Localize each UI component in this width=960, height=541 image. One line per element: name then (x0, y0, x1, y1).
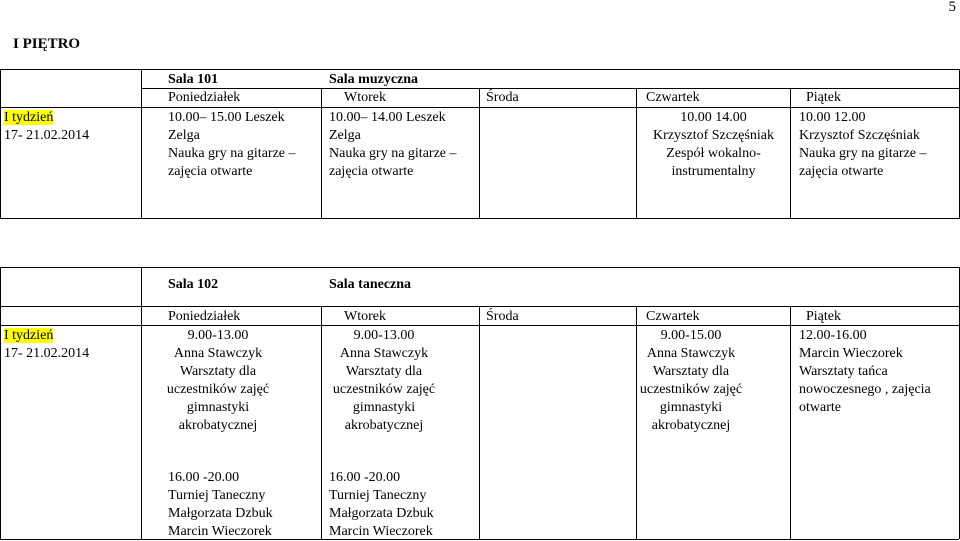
room-name: Sala taneczna (329, 277, 412, 292)
event-thursday: 10.00 14.00 Krzysztof Szczęśniak Zespół wokalno- instrumentalny (653, 110, 774, 179)
event-monday-evening: 16.00 -20.00 Turniej Taneczny Małgorzata Dzbuk Marcin Wieczorek (168, 470, 273, 539)
day-header-friday: Piątek (806, 309, 841, 324)
day-header-tuesday: Wtorek (344, 309, 386, 324)
day-header-friday: Piątek (806, 90, 841, 105)
event-monday: 9.00-13.00 Anna Stawczyk Warsztaty dla uczestników zajęć gimnastyki akrobatycznej (166, 328, 270, 433)
week-dates: 17- 21.02.2014 (4, 128, 90, 143)
event-friday: 10.00 12.00 Krzysztof Szczęśniak Nauka gry na gitarze – zajęcia otwarte (799, 110, 927, 179)
day-header-monday: Poniedziałek (168, 309, 241, 324)
page-number: 5 (948, 0, 956, 15)
day-header-thursday: Czwartek (646, 309, 700, 324)
event-monday: 10.00– 15.00 Leszek Zelga Nauka gry na gitarze – zajęcia otwarte (168, 110, 296, 179)
event-tuesday: 9.00-13.00 Anna Stawczyk Warsztaty dla uczestników zajęć gimnastyki akrobatycznej (332, 328, 436, 433)
room-number: Sala 101 (168, 72, 219, 87)
week-label: I tydzień (4, 328, 54, 343)
day-header-tuesday: Wtorek (344, 90, 386, 105)
room-number: Sala 102 (168, 277, 219, 292)
week-label: I tydzień (4, 110, 54, 125)
event-friday: 12.00-16.00 Marcin Wieczorek Warsztaty tańca nowoczesnego , zajęcia otwarte (799, 328, 931, 415)
event-tuesday-evening: 16.00 -20.00 Turniej Taneczny Małgorzata Dzbuk Marcin Wieczorek (329, 470, 434, 539)
floor-title: I PIĘTRO (13, 36, 81, 52)
event-tuesday: 10.00– 14.00 Leszek Zelga Nauka gry na gitarze – zajęcia otwarte (329, 110, 457, 179)
day-header-wednesday: Środa (486, 309, 519, 324)
day-header-wednesday: Środa (486, 90, 519, 105)
day-header-thursday: Czwartek (646, 90, 700, 105)
week-dates: 17- 21.02.2014 (4, 346, 90, 361)
event-thursday: 9.00-15.00 Anna Stawczyk Warsztaty dla uczestników zajęć gimnastyki akrobatycznej (639, 328, 743, 433)
day-header-monday: Poniedziałek (168, 90, 241, 105)
room-name: Sala muzyczna (329, 72, 419, 87)
